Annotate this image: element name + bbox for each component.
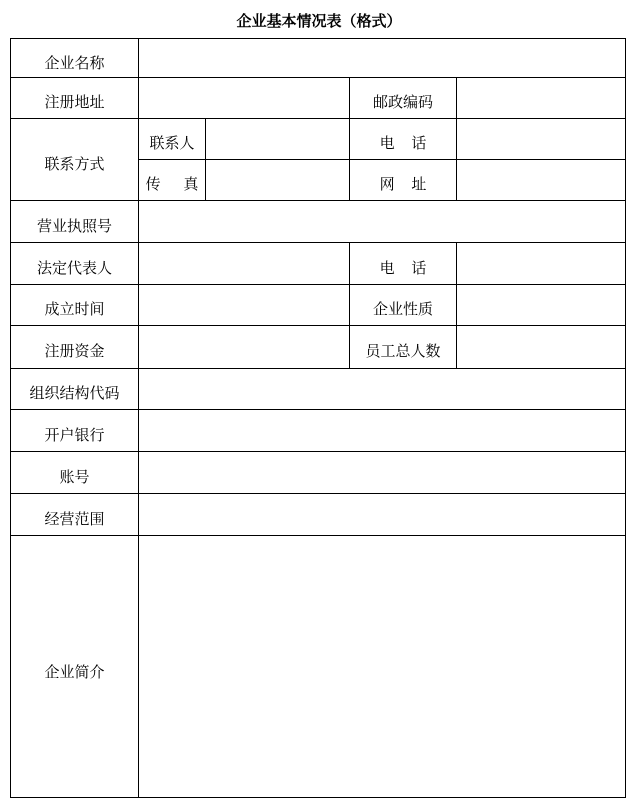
form-title: 企业基本情况表（格式） xyxy=(236,12,402,30)
label-company-profile: 企业简介 xyxy=(44,662,105,681)
legal-rep-field[interactable] xyxy=(139,243,349,284)
label-website: 网 址 xyxy=(379,175,427,193)
label-legal-rep: 法定代表人 xyxy=(36,258,112,277)
label-total-employees: 员工总人数 xyxy=(365,342,441,360)
org-code-field[interactable] xyxy=(139,369,625,409)
business-scope-field[interactable] xyxy=(139,494,625,535)
postal-code-field[interactable] xyxy=(457,78,625,118)
company-profile-field[interactable] xyxy=(139,536,625,797)
contact-person-field[interactable] xyxy=(206,119,349,159)
established-field[interactable] xyxy=(139,285,349,325)
total-employees-field[interactable] xyxy=(457,326,625,368)
label-account: 账号 xyxy=(59,467,90,486)
legal-rep-phone-field[interactable] xyxy=(457,243,625,284)
reg-address-field[interactable] xyxy=(139,78,349,118)
label-business-scope: 经营范围 xyxy=(44,509,105,528)
label-license-no: 营业执照号 xyxy=(36,216,112,235)
label-legal-rep-phone: 电 话 xyxy=(379,258,427,277)
website-field[interactable] xyxy=(457,160,625,200)
reg-capital-field[interactable] xyxy=(139,326,349,368)
bank-field[interactable] xyxy=(139,410,625,451)
label-contact-person: 联系人 xyxy=(149,134,195,152)
account-field[interactable] xyxy=(139,452,625,493)
license-no-field[interactable] xyxy=(139,201,625,242)
label-company-nature: 企业性质 xyxy=(372,300,433,318)
label-established: 成立时间 xyxy=(44,300,105,318)
company-info-form xyxy=(10,38,626,798)
label-postal-code: 邮政编码 xyxy=(372,93,433,111)
label-company-name: 企业名称 xyxy=(44,53,105,72)
company-name-field[interactable] xyxy=(139,39,625,77)
label-fax: 传 真 xyxy=(145,175,199,193)
label-phone: 电 话 xyxy=(379,134,427,152)
fax-field[interactable] xyxy=(206,160,349,200)
label-reg-address: 注册地址 xyxy=(44,93,105,111)
company-nature-field[interactable] xyxy=(457,285,625,325)
label-bank: 开户银行 xyxy=(44,425,105,444)
label-org-code: 组织结构代码 xyxy=(29,384,120,402)
phone-field[interactable] xyxy=(457,119,625,159)
label-contact-method: 联系方式 xyxy=(44,154,105,173)
label-reg-capital: 注册资金 xyxy=(44,342,105,360)
